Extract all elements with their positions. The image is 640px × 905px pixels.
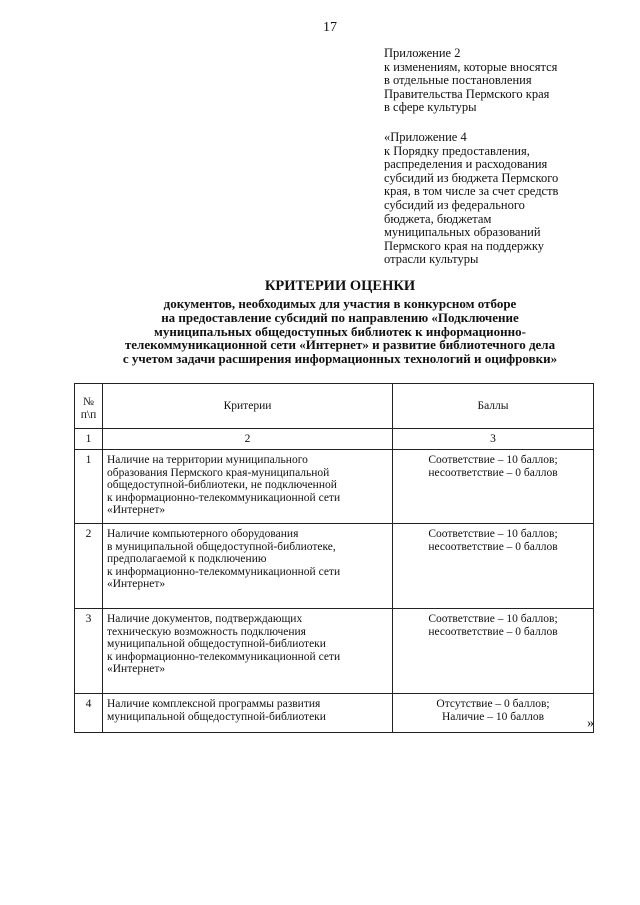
criterion-line: муниципальной общедоступной-библиотеки bbox=[107, 710, 326, 723]
criterion-cell bbox=[103, 609, 393, 694]
subtitle-line: на предоставление субсидий по направлению «Подключение bbox=[161, 309, 519, 325]
score-line: несоответствие – 0 баллов bbox=[428, 625, 558, 638]
subtitle-line: с учетом задачи расширения информационных технологий и оцифровки» bbox=[122, 351, 558, 367]
document-subtitle bbox=[0, 297, 640, 366]
criterion-line: в муниципальной общедоступной-библиотеке, bbox=[107, 540, 336, 553]
appendix-line: субсидий из бюджета Пермского bbox=[384, 170, 559, 185]
column-number-row bbox=[75, 429, 594, 450]
column-number: 2 bbox=[103, 429, 393, 450]
appendix-line: к Порядку предоставления, bbox=[384, 143, 530, 158]
column-number: 1 bbox=[75, 429, 103, 450]
criterion-line: к информационно-телекоммуникационной сети bbox=[107, 491, 341, 504]
score-cell bbox=[393, 524, 594, 609]
appendix-line: субсидий из федерального bbox=[384, 197, 525, 212]
row-number: 3 bbox=[75, 609, 103, 694]
criterion-line: к информационно-телекоммуникационной сети bbox=[107, 650, 341, 663]
criterion-line: предполагаемой к подключению bbox=[107, 553, 267, 566]
appendix-line: Пермского края на поддержку bbox=[384, 238, 544, 253]
appendix-line: муниципальных образований bbox=[384, 225, 541, 240]
score-line: несоответствие – 0 баллов bbox=[428, 540, 558, 553]
criterion-line: «Интернет» bbox=[107, 504, 166, 517]
appendix-line: к изменениям, которые вносятся bbox=[384, 59, 558, 74]
table-row bbox=[75, 524, 594, 609]
appendix-line: в сфере культуры bbox=[384, 100, 477, 115]
criterion-line: образования Пермского края-муниципальной bbox=[107, 466, 330, 479]
appendix-line: Правительства Пермского края bbox=[384, 86, 550, 101]
subtitle-line: телекоммуникационной сети «Интернет» и развитие библиотечного дела bbox=[124, 337, 556, 353]
document-title: КРИТЕРИИ ОЦЕНКИ bbox=[264, 278, 416, 294]
score-cell bbox=[393, 450, 594, 524]
score-line: Соответствие – 10 баллов; bbox=[428, 613, 558, 625]
appendix-line: в отдельные постановления bbox=[384, 73, 532, 88]
criterion-cell bbox=[103, 450, 393, 524]
page-number: 17 bbox=[323, 20, 337, 35]
closing-quote: » bbox=[587, 716, 594, 731]
row-number: 4 bbox=[75, 694, 103, 733]
score-cell bbox=[393, 694, 594, 733]
appendix-line: распределения и расходования bbox=[384, 157, 548, 172]
table-header-row bbox=[75, 384, 594, 429]
column-number: 3 bbox=[393, 429, 594, 450]
score-line: Наличие – 10 баллов bbox=[441, 710, 545, 723]
criterion-cell bbox=[103, 694, 393, 733]
appendix-line: «Приложение 4 bbox=[384, 130, 467, 144]
criterion-line: «Интернет» bbox=[107, 578, 166, 591]
criterion-line: к информационно-телекоммуникационной сети bbox=[107, 565, 341, 578]
row-number: 2 bbox=[75, 524, 103, 609]
appendix-line: края, в том числе за счет средств bbox=[384, 184, 559, 199]
table-row bbox=[75, 450, 594, 524]
criterion-line: Наличие на территории муниципального bbox=[107, 454, 308, 466]
table-row bbox=[75, 609, 594, 694]
score-line: Соответствие – 10 баллов; bbox=[428, 528, 558, 540]
appendix-line: Приложение 2 bbox=[384, 46, 461, 60]
score-line: несоответствие – 0 баллов bbox=[428, 466, 558, 479]
header-score: Баллы bbox=[393, 384, 594, 429]
header-number: № п\п bbox=[75, 384, 103, 429]
criterion-line: «Интернет» bbox=[107, 663, 166, 676]
appendix-line: отрасли культуры bbox=[384, 252, 479, 267]
subtitle-line: документов, необходимых для участия в конкурсном отборе bbox=[163, 296, 517, 311]
criteria-table bbox=[74, 383, 594, 733]
score-line: Отсутствие – 0 баллов; bbox=[436, 698, 550, 710]
subtitle-line: муниципальных общедоступных библиотек к информационно- bbox=[154, 323, 526, 339]
appendix-block bbox=[384, 47, 614, 115]
header-criteria: Критерии bbox=[103, 384, 393, 429]
criterion-line: общедоступной-библиотеки, не подключенной bbox=[107, 479, 337, 492]
table-row bbox=[75, 694, 594, 733]
criterion-line: Наличие комплексной программы развития bbox=[107, 698, 321, 710]
appendix-line: бюджета, бюджетам bbox=[384, 211, 492, 226]
score-line: Соответствие – 10 баллов; bbox=[428, 454, 558, 466]
row-number: 1 bbox=[75, 450, 103, 524]
criterion-line: Наличие компьютерного оборудования bbox=[107, 528, 299, 540]
score-cell bbox=[393, 609, 594, 694]
criterion-line: Наличие документов, подтверждающих bbox=[107, 613, 303, 625]
criterion-line: техническую возможность подключения bbox=[107, 625, 306, 638]
criterion-line: муниципальной общедоступной-библиотеки bbox=[107, 638, 326, 651]
criterion-cell bbox=[103, 524, 393, 609]
appendix-block-2 bbox=[384, 131, 614, 267]
